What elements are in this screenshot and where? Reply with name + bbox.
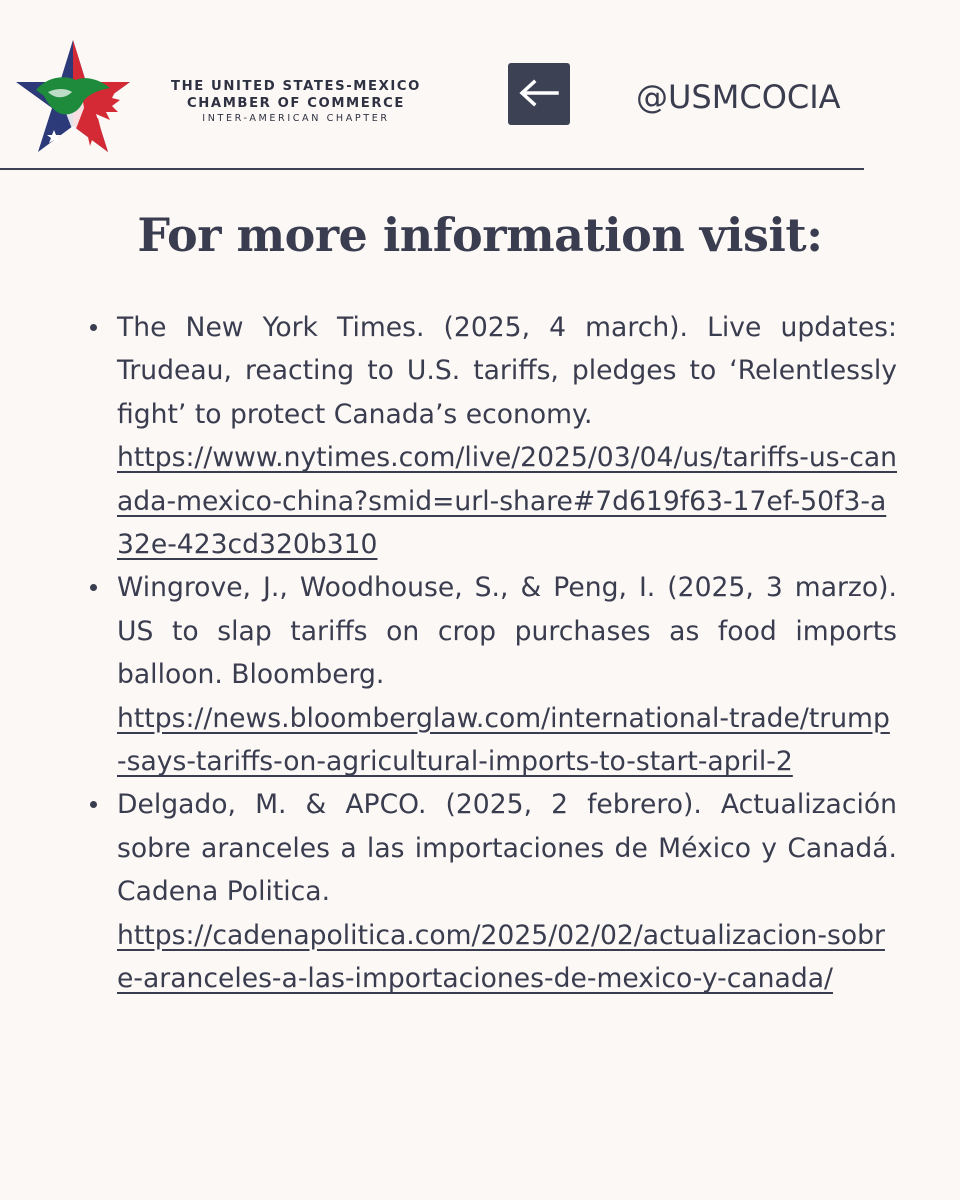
arrow-left-icon bbox=[517, 78, 561, 111]
reference-item bbox=[117, 566, 897, 783]
header bbox=[0, 0, 960, 170]
social-handle: @USMCOCIA bbox=[636, 78, 841, 116]
reference-link[interactable]: https://news.bloomberglaw.com/international-trade/trump-says-tariffs-on-agricultural-imports-to-start-april-2 bbox=[117, 702, 890, 778]
reference-text: Delgado, M. & APCO. (2025, 2 febrero). Actualización sobre aranceles a las importaciones de México y Canadá. Cadena Politica. bbox=[117, 789, 897, 908]
reference-list bbox=[117, 306, 897, 1001]
reference-link[interactable]: https://www.nytimes.com/live/2025/03/04/us/tariffs-us-canada-mexico-china?smid=url-share#7d619f63-17ef-50f3-a32e-423cd320b310 bbox=[117, 442, 897, 561]
reference-item bbox=[117, 306, 897, 566]
reference-item bbox=[117, 783, 897, 1000]
back-button[interactable] bbox=[508, 63, 570, 125]
page-title: For more information visit: bbox=[137, 208, 823, 262]
org-line-1: THE UNITED STATES-MEXICO bbox=[171, 79, 421, 94]
reference-text: Wingrove, J., Woodhouse, S., & Peng, I. (2025, 3 marzo). US to slap tariffs on crop purchases as food imports balloon. Bloomberg. bbox=[117, 572, 897, 691]
org-line-2: CHAMBER OF COMMERCE bbox=[186, 96, 406, 111]
organization-name bbox=[140, 78, 452, 126]
reference-link[interactable]: https://cadenapolitica.com/2025/02/02/actualizacion-sobre-aranceles-a-las-importaciones-de-mexico-y-canada/ bbox=[117, 919, 885, 995]
header-divider bbox=[0, 168, 864, 170]
reference-text: The New York Times. (2025, 4 march). Live updates: Trudeau, reacting to U.S. tariffs, pledges to ‘Relentlessly fight’ to protect Canada’s economy. bbox=[117, 312, 897, 430]
star-eagle-logo-icon bbox=[14, 38, 132, 154]
org-line-3: INTER-AMERICAN CHAPTER bbox=[202, 113, 390, 124]
